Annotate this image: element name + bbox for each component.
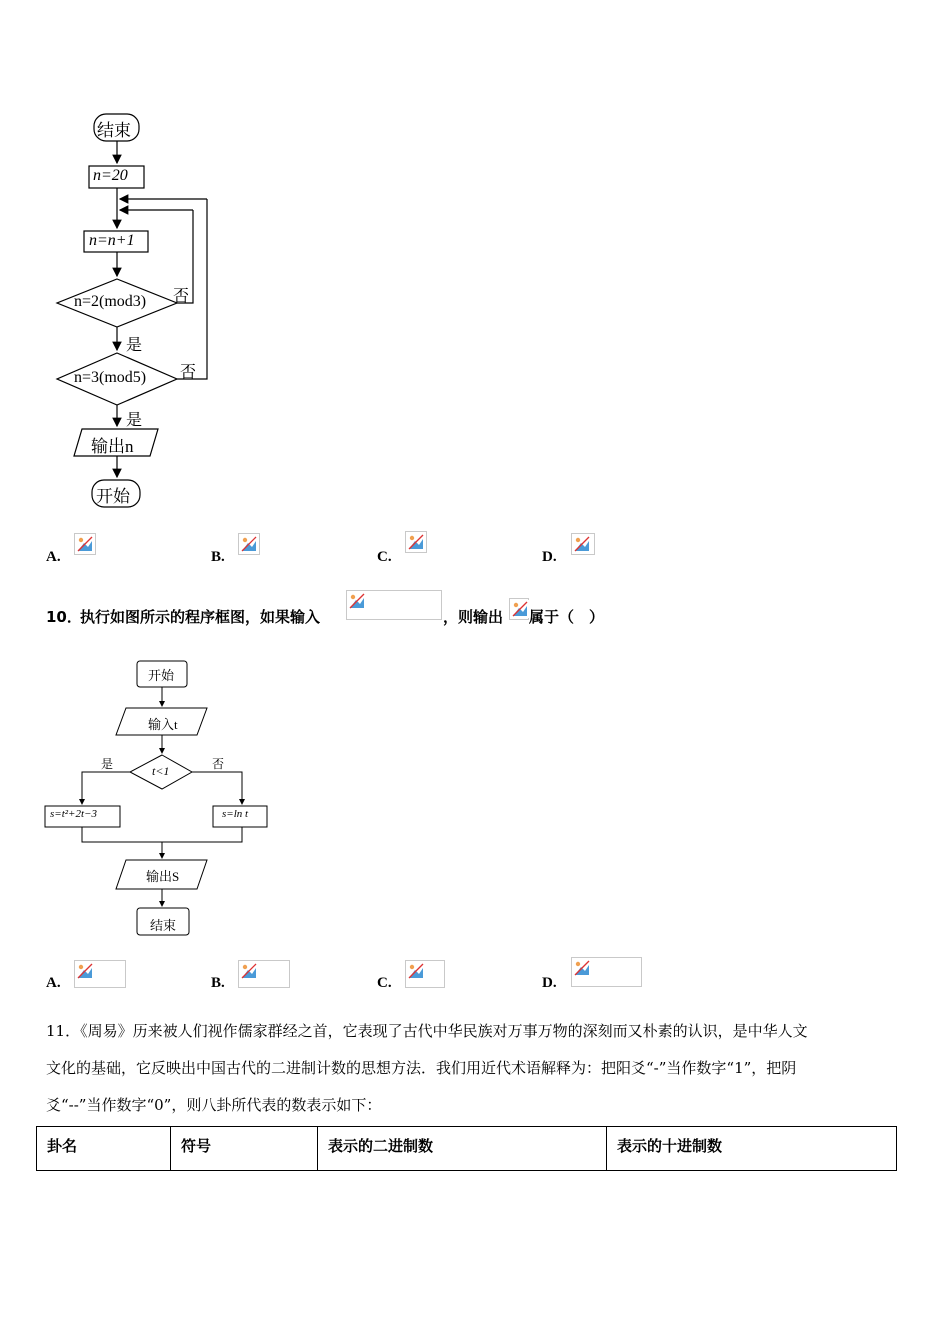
- broken-image-icon: [407, 962, 425, 980]
- fc2-left-box-label: s=t²+2t−3: [50, 808, 97, 820]
- table-header-cell: 表示的二进制数: [318, 1127, 607, 1171]
- q10-option-d-image: [571, 957, 642, 987]
- q10-text-after: 属于（ ）: [529, 608, 605, 626]
- fc1-yes2-label: 是: [126, 412, 143, 429]
- broken-image-icon: [76, 962, 94, 980]
- fc2-input-label: 输入t: [148, 717, 178, 732]
- broken-image-icon: [573, 959, 591, 977]
- broken-image-icon: [348, 592, 366, 610]
- fc1-condition1-label: n=2(mod3): [74, 293, 147, 310]
- fc2-end-label: 结束: [150, 918, 177, 933]
- fc2-start-label: 开始: [148, 668, 175, 683]
- q10-text-before: 执行如图所示的程序框图，如果输入: [80, 608, 321, 626]
- q9-option-d-image: [571, 533, 595, 555]
- q9-option-a-image: [74, 533, 96, 555]
- fc1-increment-label: n=n+1: [89, 232, 135, 249]
- q10-option-c-image: [405, 960, 445, 988]
- fc2-right-box-label: s=ln t: [222, 808, 249, 820]
- fc2-condition-label: t<1: [152, 764, 170, 778]
- q11-line-3: 爻“--”当作数字“0”，则八卦所代表的数表示如下：: [46, 1096, 382, 1114]
- fc1-yes1-label: 是: [126, 337, 143, 354]
- q11-line-1: 11．《周易》历来被人们视作儒家群经之首，它表现了古代中华民族对万事万物的深刻而又朴素的认识，是中华人文: [46, 1022, 808, 1040]
- table-header-cell: 表示的十进制数: [607, 1127, 897, 1171]
- table-header-row: [37, 1127, 897, 1171]
- bagua-table: [36, 1126, 897, 1171]
- table-header-cell: 符号: [171, 1127, 318, 1171]
- broken-image-icon: [240, 962, 258, 980]
- fc1-output-label: 输出n: [91, 437, 134, 456]
- q9-option-c-label: C.: [377, 549, 392, 565]
- broken-image-icon: [407, 533, 425, 551]
- q10-option-b-label: B.: [211, 975, 225, 991]
- q10-option-a-image: [74, 960, 126, 988]
- q10-option-a-label: A.: [46, 975, 61, 991]
- q10-number: 10．: [46, 608, 82, 626]
- broken-image-icon: [76, 535, 94, 553]
- table-header-cell: 卦名: [37, 1127, 171, 1171]
- fc1-end-label: 结束: [97, 121, 131, 140]
- q10-output-image: [509, 598, 529, 620]
- fc1-start-label: 开始: [96, 487, 130, 506]
- q10-input-image: [346, 590, 442, 620]
- q11-line-2: 文化的基础，它反映出中国古代的二进制计数的思想方法．我们用近代术语解释为：把阳爻“-”当作数字“1”，把阴: [46, 1059, 797, 1077]
- q9-option-d-label: D.: [542, 549, 557, 565]
- broken-image-icon: [511, 600, 529, 618]
- fc1-init-label: n=20: [93, 167, 128, 184]
- q9-option-c-image: [405, 531, 427, 553]
- q10-option-d-label: D.: [542, 975, 557, 991]
- fc2-no-label: 否: [212, 757, 225, 771]
- q9-option-b-label: B.: [211, 549, 225, 565]
- q10-option-c-label: C.: [377, 975, 392, 991]
- fc1-no2-label: 否: [180, 364, 197, 381]
- fc1-no1-label: 否: [173, 288, 190, 305]
- fc2-output-label: 输出S: [146, 869, 180, 884]
- broken-image-icon: [573, 535, 591, 553]
- q10-option-b-image: [238, 960, 290, 988]
- fc1-condition2-label: n=3(mod5): [74, 369, 147, 386]
- q9-option-b-image: [238, 533, 260, 555]
- flowchart-2: [0, 650, 300, 950]
- q10-text-middle: ，则输出: [443, 608, 504, 626]
- broken-image-icon: [240, 535, 258, 553]
- fc2-yes-label: 是: [101, 757, 114, 771]
- q9-option-a-label: A.: [46, 549, 61, 565]
